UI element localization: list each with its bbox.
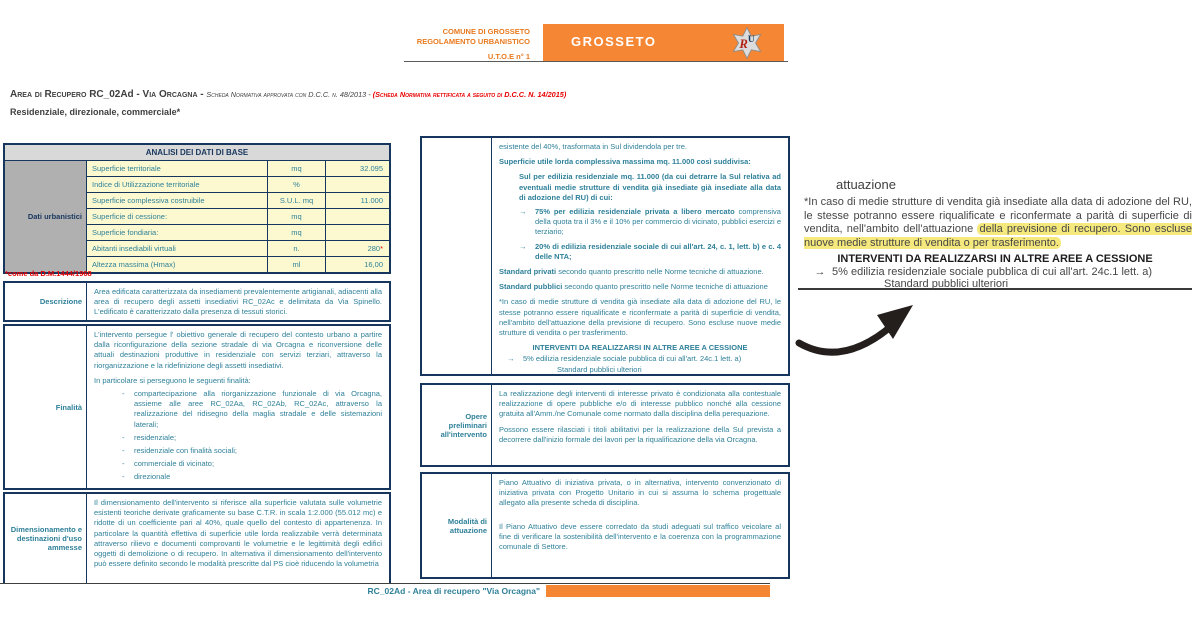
title-code: RC_02Ad: [89, 89, 134, 100]
grosseto-banner: [543, 24, 784, 61]
dimensionamento-text: Il dimensionamento dell'intervento si riferisce alla superficie valutata sulle volumetrie esistenti teoriche derivate graficamente su base C.T.R. in scala 1:2.000 (55.012 mc) e ridotte di un coefficiente pari al 40%, quale quello del contesto di appartenenza. In particolare la quantità effettiva di superficie utile lorda realizzabile verrà determinata attraverso rilievo e documenti comprovanti le volumetrie e le legittimità degli edifici oggetti di demolizione o di recupero. In alternativa il dimensionamento dell'intervento può essere definito secondo le modalità prescritte dal PS cioè riducendo la volumetria: [94, 498, 382, 569]
table-row: Abitanti insediabili virtuali n. 280 *: [87, 241, 389, 257]
highlighted-text: della previsione di recupero. Sono escluse nuove medie strutture di vendita o per trasferimento.: [804, 223, 1193, 249]
section-label: Dimensionamento e destinazioni d'uso ammesse: [5, 494, 87, 583]
opere-p2: Possono essere rilasciati i titoli abilitativi per la realizzazione della Sul prevista a decorrere dall'inizio formale dei lavori per la riqualificazione della via Orcagna.: [499, 424, 781, 444]
header-org-line1: COMUNE DI GROSSETO: [442, 27, 530, 36]
banner-title: GROSSETO: [571, 34, 657, 49]
standard-privati: Standard privati secondo quanto prescritto nelle Norme tecniche di attuazione.: [499, 267, 764, 277]
section-descrizione: [3, 281, 391, 322]
continuation-p1: esistente del 40%, trasformata in Sul dividendola per tre.: [499, 142, 688, 151]
table-row: Altezza massima (Hmax) ml 16,00: [87, 257, 389, 272]
logo-letter-r: R: [739, 37, 748, 52]
table-row: Superficie complessiva costruibile S.U.L. mq 11.000: [87, 193, 389, 209]
section-label: Modalità di attuazione: [422, 474, 492, 577]
table-row: Superficie fondiaria: mq: [87, 225, 389, 241]
section-modalita-attuazione: [420, 472, 790, 579]
list-item: - compartecipazione alla riorganizzazione funzionale di via Orcagna, assieme alle aree RC_02Aa, RC_02Ab, RC_02Ac, attraverso la realizzazione del ridisegno della maglia stradale e delle sistemazioni laterali;: [122, 389, 382, 429]
page-subtitle: Residenziale, direzionale, commerciale*: [10, 107, 181, 117]
excerpt-paragraph: *In caso di medie strutture di vendita già insediate alla data di adozione del RU, le stesse potranno essere riqualificate e riconfermate a parità di superficie di vendita, nell'ambito dell'attuazione della previsione di recupero. Sono escluse nuove medie strutture di vendita o per trasferimento.: [804, 196, 1193, 249]
page-title: Area di Recupero RC_02Ad - Via Orcagna - Scheda Normativa approvata con D.C.C. n. 48/2013 - (Scheda Normativa rettificata a seguito di D.C.C. N. 14/2015): [10, 89, 567, 100]
excerpt-item: → 5% edilizia residenziale sociale pubblica di cui all'art. 24c.1 lett. a): [814, 266, 1153, 279]
table-footnote: *come da D.M.1444/1968: [5, 269, 92, 278]
section-opere-preliminari: [420, 383, 790, 467]
base-data-table: [3, 143, 391, 274]
section-label: Descrizione: [5, 283, 87, 320]
footer-caption: RC_02Ad - Area di recupero "Via Orcagna": [367, 586, 540, 596]
header-utoe: U.T.O.E n° 1: [487, 52, 530, 61]
section-label: Opere preliminari all'intervento: [422, 385, 492, 465]
list-item: → 75% per edilizia residenziale privata a libero mercato comprensiva della quota tra il 3% e il 10% per commercio di vicinato, pubblici esercizi e terziario;: [519, 207, 781, 237]
list-item: - residenziale con finalità sociali;: [122, 446, 237, 456]
section-finalita: [3, 324, 391, 490]
title-via-orcagna: Via Orcagna: [142, 89, 198, 100]
footer-accent-bar: [546, 585, 770, 597]
section-dimensionamento-continued: [420, 136, 790, 376]
continuation-p3: Sul per edilizia residenziale mq. 11.000 (da cui detrarre la Sul relativa ad eventuali medie strutture di vendita già insediate già insediate alla data di adozione del RU) di cui:: [519, 172, 781, 202]
header-org-line2: REGOLAMENTO URBANISTICO: [416, 36, 530, 46]
excerpt-item2: Standard pubblici ulteriori: [884, 278, 1009, 291]
list-item: - commerciale di vicinato;: [122, 459, 215, 469]
continuation-p2: Superficie utile lorda complessiva massima mq. 11.000 così suddivisa:: [499, 157, 751, 167]
modalita-p1: Piano Attuativo di iniziativa privata, o in alternativa, intervento convenzionato di iniziativa privata con Progetto Unitario in cui si assuma lo schema progettuale allegato alla presente scheda di disciplina.: [499, 478, 781, 508]
title-area-di-recupero: Area di Recupero: [10, 89, 90, 100]
magnified-excerpt: [798, 177, 1192, 290]
section-dimensionamento: [3, 492, 391, 583]
section-label-empty: [422, 138, 492, 374]
list-item: → 5% edilizia residenziale sociale pubblica di cui all'art. 24c.1 lett. a): [507, 354, 742, 364]
table-row: Superficie territoriale mq 32.095: [87, 161, 389, 177]
table-row: Superficie di cessione: mq: [87, 209, 389, 225]
ru-logo-icon: [730, 26, 764, 65]
list-item: → 20% di edilizia residenziale sociale di cui all'art. 24, c. 1, lett. b) e c. 4 delle NTA;: [519, 241, 781, 261]
section-label: Finalità: [5, 326, 87, 488]
annotation-arrow-icon: [793, 297, 923, 368]
continuation-heading: INTERVENTI DA REALIZZARSI IN ALTRE AREE A CESSIONE: [532, 343, 748, 353]
modalita-p2: Il Piano Attuativo deve essere corredato da studi adeguati sul traffico veicolare al fine di verificare la sostenibilità dell'intervento e la coerenza con la programmazione comunale di Settore.: [499, 521, 781, 552]
opere-p1: La realizzazione degli interventi di interesse privato è condizionata alla contestuale realizzazione di opere pubbliche e/o di interesse pubblico nonché alla cessione gratuita all'Amm./ne Comunale come normato dalla disciplina della perequazione.: [499, 389, 781, 419]
list-item: - direzionale: [122, 472, 171, 482]
finalita-intro: L'intervento persegue l' obiettivo generale di recupero del contesto urbano a partire dalla riconfigurazione della sezione stradale di via Orcagna e riconversione delle attuali destinazioni produttive in residenziale con servizi terziari, attraverso la riorganizzazione e la ridefinizione degli assetti insediativi.: [94, 330, 382, 370]
base-table-header: ANALISI DEI DATI DI BASE: [5, 145, 389, 161]
continuation-note: *In caso di medie strutture di vendita già insediate alla data di adozione del RU, le stesse potranno essere riqualificate e riconfermate a parità di superficie di vendita, nell'ambito dell'attuazione della previsione di recupero. Sono escluse nuove medie strutture di vendita o per trasferimento.: [499, 297, 781, 338]
header-org-block: [330, 27, 530, 62]
descrizione-text: Area edificata caratterizzata da insediamenti prevalentemente artigianali, adiacenti alla area di recupero degli assetti insediativi RC_02Ac e delimitata da Via Spinello. L'edificato è caratterizzato dalla presenza di tessuti storici.: [94, 287, 382, 317]
footer-divider: [0, 583, 770, 584]
standard-pubblici: Standard pubblici secondo quanto prescritto nelle Norme tecniche di attuazione: [499, 282, 768, 292]
excerpt-context-word: attuazione: [836, 177, 896, 192]
base-table-side-label: Dati urbanistici: [5, 161, 87, 272]
title-rectified-note: (Scheda Normativa rettificata a seguito di D.C.C. N. 14/2015): [372, 90, 567, 99]
logo-letter-u: U: [747, 35, 755, 46]
list-item: - residenziale;: [122, 432, 177, 442]
table-row: Indice di Utilizzazione territoriale %: [87, 177, 389, 193]
finalita-intro2: In particolare si perseguono le seguenti finalità:: [94, 375, 251, 385]
continuation-item2: Standard pubblici ulteriori: [557, 364, 642, 374]
title-approval-note: Scheda Normativa approvata con D.C.C. n. 48/2013 -: [206, 90, 373, 99]
excerpt-heading: INTERVENTI DA REALIZZARSI IN ALTRE AREE A CESSIONE: [837, 253, 1153, 266]
